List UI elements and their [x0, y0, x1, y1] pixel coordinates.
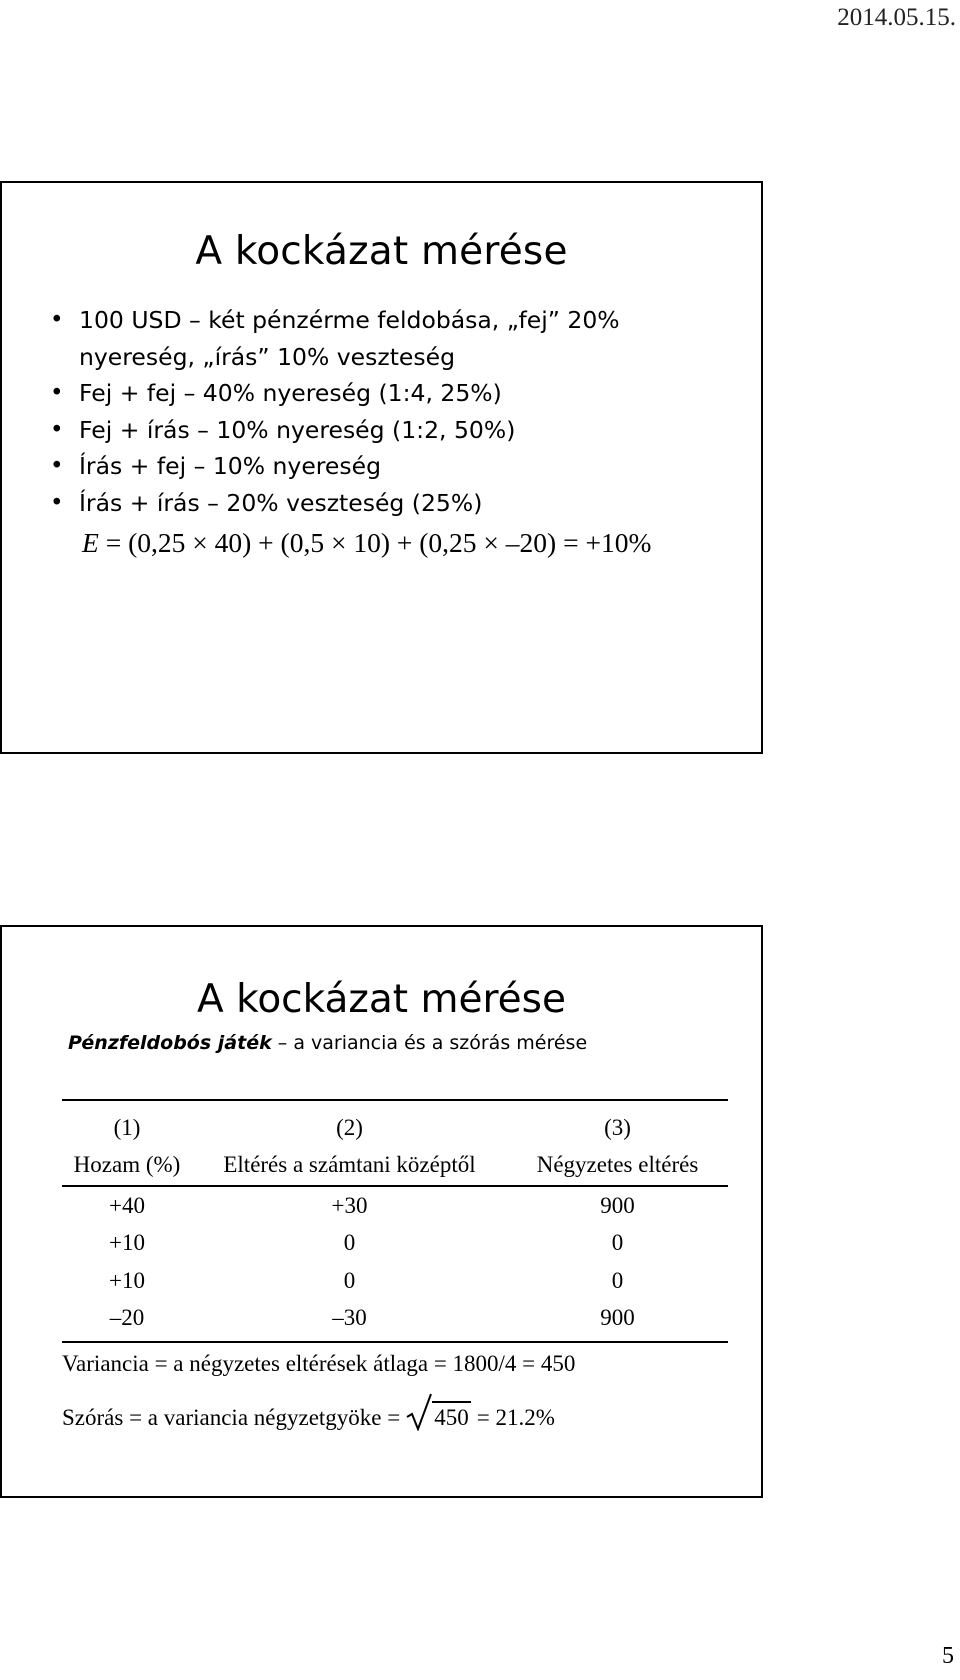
slide-subtitle — [68, 1032, 761, 1054]
page-date: 2014.05.15. — [837, 4, 956, 31]
variance-line: Variancia = a négyzetes eltérések átlaga = 1800/4 = 450 — [62, 1351, 576, 1376]
table-header-row — [62, 1146, 728, 1186]
column-header: Négyzetes eltérés — [507, 1146, 728, 1186]
bullet-item: • Fej + írás – 10% nyereség (1:2, 50%) — [50, 412, 731, 449]
std-suffix: = 21.2% — [476, 1405, 555, 1430]
table-cell: +30 — [331, 1192, 368, 1218]
column-header: Eltérés a számtani középtől — [192, 1146, 507, 1186]
table-column-number-row — [62, 1100, 728, 1146]
bullet-item: • 100 USD – két pénzérme feldobása, „fej” 20% nyereség, „írás” 10% veszteség — [50, 302, 731, 375]
bullet-item: • Írás + fej – 10% nyereség — [50, 448, 731, 485]
table-row — [62, 1300, 728, 1343]
square-root — [406, 1393, 471, 1431]
table-cell: 0 — [611, 1230, 624, 1256]
expected-value-formula — [82, 527, 761, 559]
square-root-icon — [406, 1393, 432, 1431]
page-number: 5 — [942, 1643, 954, 1669]
column-number: (3) — [507, 1100, 728, 1146]
table-cell: 900 — [600, 1192, 635, 1218]
variance-table — [62, 1099, 728, 1343]
std-prefix: Szórás = a variancia négyzetgyöke = — [62, 1405, 401, 1430]
std-deviation-line — [62, 1393, 761, 1431]
table-cell: +10 — [109, 1230, 145, 1256]
column-number: (1) — [62, 1100, 192, 1146]
slide-risk-measurement-2 — [0, 925, 763, 1498]
table-row — [62, 1225, 728, 1263]
table-cell: 0 — [611, 1267, 624, 1293]
formula-rhs: = (0,25 × 40) + (0,5 × 10) + (0,25 × –20) = +10% — [105, 527, 652, 558]
table-cell: +40 — [109, 1192, 145, 1218]
table-cell: –30 — [192, 1300, 507, 1343]
bullet-item: • Írás + írás – 20% veszteség (25%) — [50, 485, 731, 522]
table-row — [62, 1186, 728, 1225]
slide-title: A kockázat mérése — [195, 229, 568, 274]
formula-lhs: E — [82, 527, 99, 558]
subtitle-rest: – a variancia és a szórás mérése — [271, 1032, 588, 1054]
table-cell: 900 — [507, 1300, 728, 1343]
slide-risk-measurement-1 — [0, 181, 763, 754]
bullet-list — [2, 302, 761, 521]
table-cell: +10 — [109, 1267, 145, 1293]
table-cell: 0 — [343, 1230, 356, 1256]
table-cell: 0 — [343, 1267, 356, 1293]
subtitle-bold: Pénzfeldobós játék — [68, 1032, 272, 1054]
table-row — [62, 1262, 728, 1300]
slide-title: A kockázat mérése — [197, 977, 566, 1022]
column-header: Hozam (%) — [62, 1146, 192, 1186]
sqrt-radicand: 450 — [432, 1401, 471, 1431]
table-cell: –20 — [62, 1300, 192, 1343]
column-number: (2) — [192, 1100, 507, 1146]
bullet-item: • Fej + fej – 40% nyereség (1:4, 25%) — [50, 375, 731, 412]
